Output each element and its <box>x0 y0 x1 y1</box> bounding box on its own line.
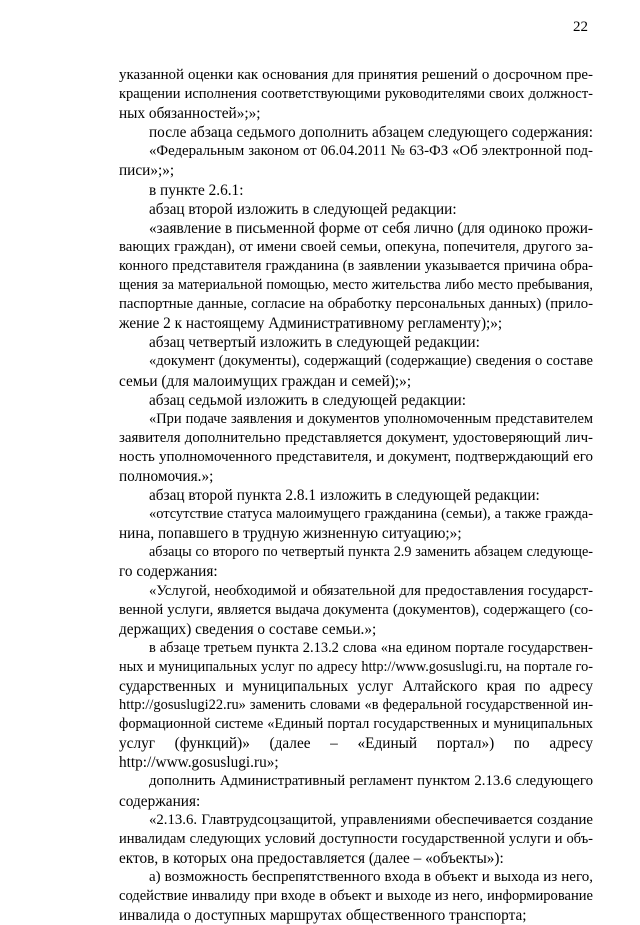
text-line: паспортные данные, согласие на обработку персональных данных) (прило- <box>119 296 593 313</box>
text-line: «заявление в письменной форме от себя лично (для одиноко прожи- <box>149 219 593 237</box>
text-line: http://gosuslugi22.ru» заменить словами «в федеральной государственной ин- <box>119 697 593 714</box>
text-line: в пункте 2.6.1: <box>149 181 244 199</box>
text-line: кращении исполнения соответствующими руководителями своих должност- <box>119 86 593 103</box>
text-line: указанной оценки как основания для принятия решений о досрочном пре- <box>119 67 593 83</box>
text-line: «Услугой, необходимой и обязательной для предоставления государст- <box>149 582 593 599</box>
text-line: го содержания: <box>119 563 218 581</box>
text-line: щения за материальной помощью, место жительства либо место пребывания, <box>119 277 593 294</box>
text-line: абзац четвертый изложить в следующей редакции: <box>149 334 480 352</box>
text-line: ность уполномоченного представителя, и документ, подтверждающий его <box>119 448 593 465</box>
text-line: писи»;»; <box>119 162 175 180</box>
text-line: «отсутствие статуса малоимущего гражданина (семьи), а также гражда- <box>149 506 593 523</box>
text-line: жение 2 к настоящему Административному регламенту);»; <box>119 315 503 333</box>
text-line: нина, попавшего в трудную жизненную ситуацию;»; <box>119 525 462 543</box>
page-number: 22 <box>573 19 588 35</box>
text-line: ных и муниципальных услуг по адресу http://www.gosuslugi.ru, на портале го- <box>119 658 593 675</box>
text-line: «Федеральным законом от 06.04.2011 № 63-ФЗ «Об электронной под- <box>149 143 593 160</box>
text-line: полномочия.»; <box>119 467 214 485</box>
text-line: инвалидам следующих условий доступности государственной услуги и объ- <box>119 830 593 847</box>
text-line: ных обязанностей»;»; <box>119 105 261 123</box>
text-line: вающих граждан), от имени своей семьи, опекуна, попечителя, другого за- <box>119 238 593 255</box>
text-line: содержания: <box>119 792 201 810</box>
text-line: формационной системе «Единый портал государственных и муниципальных <box>119 716 593 733</box>
text-line: «2.13.6. Главтрудсоцзащитой, управлениями обеспечивается создание <box>149 811 593 828</box>
text-line: а) возможность беспрепятственного входа в объект и выхода из него, <box>149 868 593 885</box>
document-body <box>119 66 593 925</box>
text-line: «документ (документы), содержащий (содержащие) сведения о составе <box>149 353 593 370</box>
text-line: http://www.gosuslugi.ru»; <box>119 754 279 772</box>
text-line: сударственных и муниципальных услуг Алтайского края по адресу <box>119 678 593 695</box>
text-line: содействие инвалиду при входе в объект и выходе из него, информирование <box>119 888 593 905</box>
text-line: инвалида о доступных маршрутах общественного транспорта; <box>119 907 527 925</box>
text-line: семьи (для малоимущих граждан и семей);»; <box>119 372 412 390</box>
text-line: держащих) сведения о составе семьи.»; <box>119 620 377 638</box>
text-line: конного представителя гражданина (в заявлении указывается причина обра- <box>119 257 593 274</box>
text-line: абзацы со второго по четвертый пункта 2.9 заменить абзацем следующе- <box>149 544 593 561</box>
text-line: абзац второй изложить в следующей редакции: <box>149 200 457 218</box>
text-line: в абзаце третьем пункта 2.13.2 слова «на едином портале государствен- <box>149 639 593 656</box>
text-line: заявителя дополнительно представляется документ, удостоверяющий лич- <box>119 429 593 446</box>
text-line: венной услуги, является выдача документа (документов), содержащего (со- <box>119 601 593 618</box>
text-line: абзац второй пункта 2.8.1 изложить в следующей редакции: <box>149 487 540 505</box>
text-line: после абзаца седьмого дополнить абзацем следующего содержания: <box>149 124 593 142</box>
text-line: абзац седьмой изложить в следующей редакции: <box>149 391 466 409</box>
text-line: дополнить Административный регламент пунктом 2.13.6 следующего <box>149 773 593 790</box>
text-line: услуг (функций)» (далее – «Единый портал») по адресу <box>119 735 593 753</box>
text-line: «При подаче заявления и документов уполномоченным представителем <box>149 410 593 427</box>
text-line: ектов, в которых она предоставляется (далее – «объекты»): <box>119 849 504 867</box>
